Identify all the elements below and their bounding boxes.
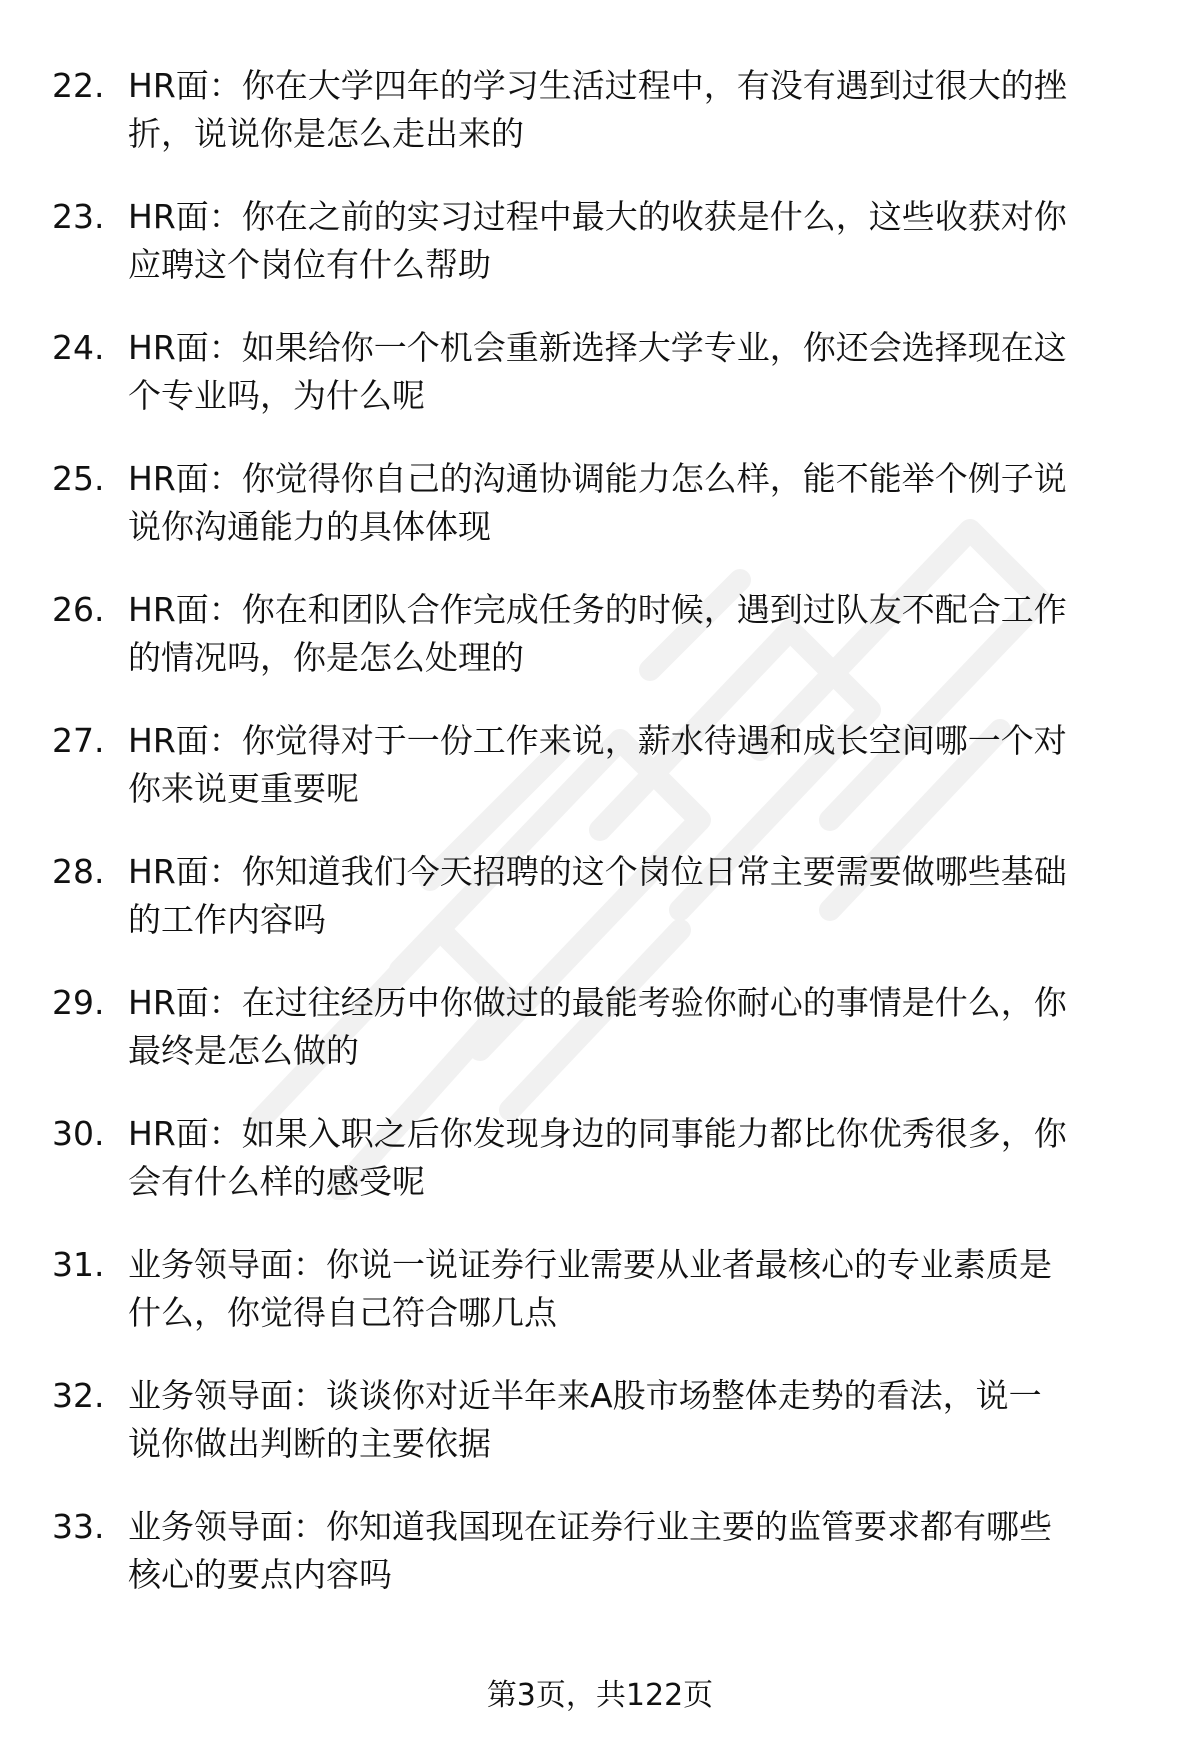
question-text-line: HR面：你在和团队合作完成任务的时候，遇到过队友不配合工作: [128, 590, 1067, 629]
question-text-line: 核心的要点内容吗: [128, 1555, 392, 1594]
question-number: 25.: [52, 459, 105, 498]
question-number: 31.: [52, 1245, 105, 1284]
question-text-line: 个专业吗，为什么呢: [128, 376, 425, 415]
question-text-line: 业务领导面：谈谈你对近半年来A股市场整体走势的看法，说一: [128, 1376, 1042, 1415]
question-item: [0, 1241, 1200, 1341]
question-item: [0, 455, 1200, 555]
question-item: [0, 979, 1200, 1079]
question-text-line: 什么，你觉得自己符合哪几点: [128, 1293, 557, 1332]
question-item: [0, 1372, 1200, 1472]
question-text-line: 最终是怎么做的: [128, 1031, 359, 1070]
question-text-line: HR面：如果给你一个机会重新选择大学专业，你还会选择现在这: [128, 328, 1067, 367]
question-number: 33.: [52, 1507, 105, 1546]
question-text-line: HR面：你在之前的实习过程中最大的收获是什么，这些收获对你: [128, 197, 1067, 236]
question-item: [0, 193, 1200, 293]
question-text-line: HR面：你知道我们今天招聘的这个岗位日常主要需要做哪些基础: [128, 852, 1067, 891]
question-item: [0, 717, 1200, 817]
question-text-line: 的工作内容吗: [128, 900, 326, 939]
question-text-line: 说你沟通能力的具体体现: [128, 507, 491, 546]
question-item: [0, 586, 1200, 686]
question-text-line: HR面：你觉得你自己的沟通协调能力怎么样，能不能举个例子说: [128, 459, 1067, 498]
question-text-line: 折，说说你是怎么走出来的: [128, 114, 524, 153]
question-number: 29.: [52, 983, 105, 1022]
question-text-line: 你来说更重要呢: [128, 769, 359, 808]
question-text-line: 业务领导面：你说一说证券行业需要从业者最核心的专业素质是: [128, 1245, 1052, 1284]
question-item: [0, 1503, 1200, 1603]
question-number: 28.: [52, 852, 105, 891]
question-text-line: 的情况吗，你是怎么处理的: [128, 638, 524, 677]
question-number: 24.: [52, 328, 105, 367]
question-number: 30.: [52, 1114, 105, 1153]
question-item: [0, 62, 1200, 162]
question-item: [0, 1110, 1200, 1210]
question-text-line: 说你做出判断的主要依据: [128, 1424, 491, 1463]
question-item: [0, 324, 1200, 424]
page-number-footer: 第3页，共122页: [486, 1678, 714, 1713]
question-text-line: 应聘这个岗位有什么帮助: [128, 245, 491, 284]
question-item: [0, 848, 1200, 948]
question-number: 26.: [52, 590, 105, 629]
question-number: 23.: [52, 197, 105, 236]
question-number: 32.: [52, 1376, 105, 1415]
question-text-line: HR面：你觉得对于一份工作来说，薪水待遇和成长空间哪一个对: [128, 721, 1067, 760]
question-text-line: HR面：你在大学四年的学习生活过程中，有没有遇到过很大的挫: [128, 66, 1067, 105]
question-text-line: HR面：在过往经历中你做过的最能考验你耐心的事情是什么，你: [128, 983, 1067, 1022]
question-number: 22.: [52, 66, 105, 105]
question-text-line: 会有什么样的感受呢: [128, 1162, 425, 1201]
question-number: 27.: [52, 721, 105, 760]
question-text-line: 业务领导面：你知道我国现在证券行业主要的监管要求都有哪些: [128, 1507, 1052, 1546]
question-text-line: HR面：如果入职之后你发现身边的同事能力都比你优秀很多，你: [128, 1114, 1067, 1153]
